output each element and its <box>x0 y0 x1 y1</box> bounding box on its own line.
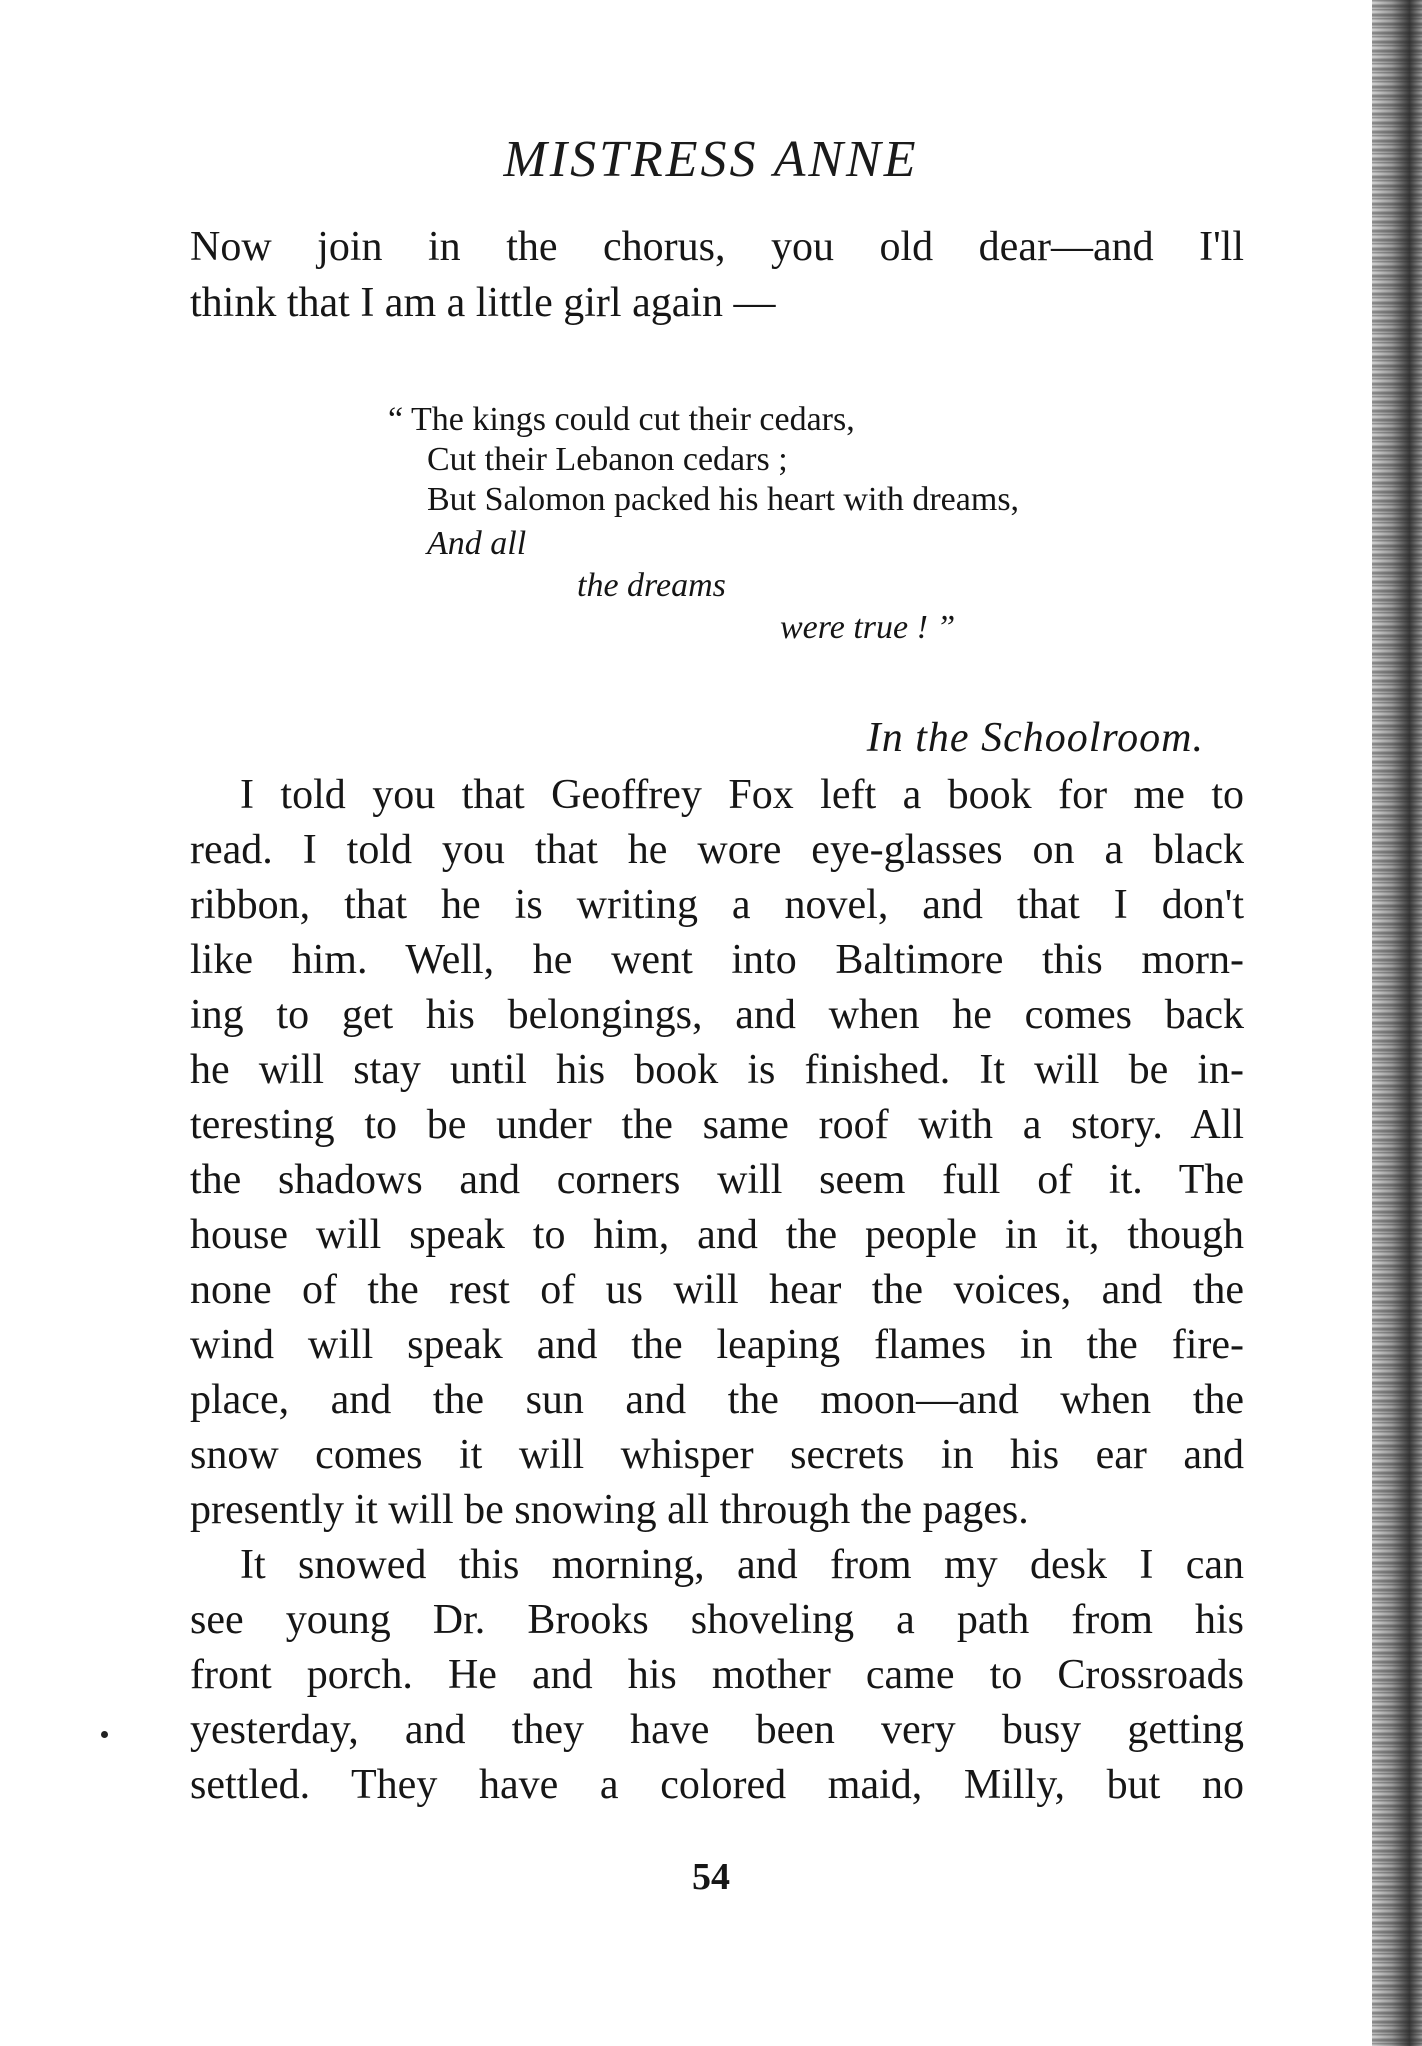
paragraph-line: ribbon, that he is writing a novel, and that I don't <box>190 882 1244 928</box>
verse-line-1: “ The kings could cut their cedars, <box>388 401 855 438</box>
paragraph-line: presently it will be snowing all through the pages. <box>190 1487 1029 1533</box>
paragraph-line: read. I told you that he wore eye-glasses on a black <box>190 827 1244 873</box>
paragraph-line: see young Dr. Brooks shoveling a path from his <box>190 1597 1244 1643</box>
verse-line-4: And all <box>427 525 527 562</box>
running-head: MISTRESS ANNE <box>503 131 919 188</box>
paragraph-line: It snowed this morning, and from my desk I can <box>240 1542 1244 1588</box>
paragraph-line: place, and the sun and the moon—and when the <box>190 1377 1244 1423</box>
verse-line-5: the dreams <box>577 567 726 604</box>
section-title: In the Schoolroom. <box>866 715 1204 761</box>
paragraph-line: none of the rest of us will hear the voices, and the <box>190 1267 1244 1313</box>
page-number: 54 <box>692 1856 730 1898</box>
paragraph-line: I told you that Geoffrey Fox left a book for me to <box>240 772 1244 818</box>
paragraph-line: front porch. He and his mother came to Crossroads <box>190 1652 1244 1698</box>
paragraph-line: ing to get his belongings, and when he comes back <box>190 992 1244 1038</box>
paragraph-line: house will speak to him, and the people in it, though <box>190 1212 1244 1258</box>
paragraph-line: like him. Well, he went into Baltimore this morn- <box>190 937 1244 983</box>
paragraph-line: yesterday, and they have been very busy getting <box>190 1707 1244 1753</box>
paragraph-line: snow comes it will whisper secrets in his ear and <box>190 1432 1244 1478</box>
page-binding-edge <box>1372 0 1422 2046</box>
verse-line-6: were true ! ” <box>780 609 956 646</box>
paragraph-line: the shadows and corners will seem full of it. The <box>190 1157 1244 1203</box>
paragraph-line: he will stay until his book is finished. It will be in- <box>190 1047 1244 1093</box>
margin-mark <box>101 1731 108 1738</box>
paragraph-line: wind will speak and the leaping flames in the fire- <box>190 1322 1244 1368</box>
paragraph-line: teresting to be under the same roof with a story. All <box>190 1102 1244 1148</box>
verse-line-3: But Salomon packed his heart with dreams, <box>427 481 1020 518</box>
paragraph-line: settled. They have a colored maid, Milly, but no <box>190 1762 1244 1808</box>
verse-line-2: Cut their Lebanon cedars ; <box>427 441 788 478</box>
intro-line-2: think that I am a little girl again — <box>190 280 776 326</box>
intro-line-1: Now join in the chorus, you old dear—and I'll <box>190 224 1244 270</box>
